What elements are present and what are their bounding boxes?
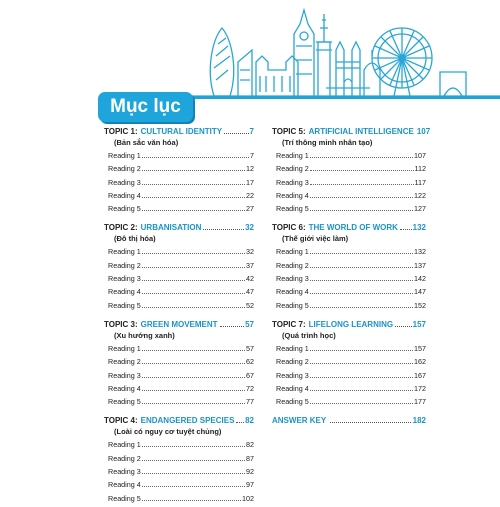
dot-leader [142, 280, 245, 281]
reading-entry[interactable] [104, 191, 254, 204]
reading-label: Reading 1 [276, 343, 309, 353]
topic-heading[interactable] [104, 223, 254, 233]
toc-topic [104, 127, 254, 217]
reading-entry[interactable] [272, 357, 426, 370]
dot-leader [142, 307, 245, 308]
reading-page: 162 [414, 357, 426, 367]
topic-number: TOPIC 6: [272, 223, 306, 233]
reading-entry[interactable] [272, 397, 426, 410]
reading-page: 47 [246, 287, 254, 297]
dot-leader [310, 293, 413, 294]
reading-label: Reading 4 [108, 287, 141, 297]
topic-heading[interactable] [272, 320, 426, 330]
dot-leader [310, 170, 414, 171]
dot-leader [395, 326, 412, 327]
reading-page: 62 [246, 357, 254, 367]
topic-heading[interactable] [104, 127, 254, 137]
dot-leader [310, 267, 413, 268]
reading-page: 147 [414, 287, 426, 297]
reading-label: Reading 5 [108, 493, 141, 503]
reading-label: Reading 1 [108, 343, 141, 353]
dot-leader [310, 403, 413, 404]
reading-label: Reading 5 [108, 397, 141, 407]
dot-leader [236, 422, 244, 423]
dot-leader [142, 350, 245, 351]
reading-label: Reading 3 [276, 274, 309, 284]
reading-label: Reading 4 [276, 190, 309, 200]
dot-leader [310, 377, 413, 378]
topic-name: GREEN MOVEMENT [140, 319, 218, 329]
reading-page: 82 [246, 440, 254, 450]
dot-leader [400, 229, 412, 230]
dot-leader [310, 390, 413, 391]
reading-entry[interactable] [104, 301, 254, 314]
topic-name: CULTURAL IDENTITY [140, 127, 223, 136]
reading-page: 37 [246, 260, 254, 270]
reading-entry[interactable] [104, 247, 254, 260]
dot-leader [310, 253, 413, 254]
dot-leader [142, 253, 245, 254]
dot-leader [142, 184, 245, 185]
topic-subtitle: (Thế giới việc làm) [282, 234, 349, 244]
dot-leader [142, 210, 245, 211]
dot-leader [142, 197, 245, 198]
toc-topic [272, 127, 431, 217]
reading-entry[interactable] [104, 274, 254, 287]
reading-page: 122 [414, 190, 426, 200]
reading-page: 57 [246, 343, 254, 353]
reading-entry[interactable] [272, 301, 426, 314]
dot-leader [142, 170, 245, 171]
reading-page: 27 [246, 204, 254, 214]
topic-number: TOPIC 7: [272, 319, 306, 329]
topic-number: TOPIC 4: [104, 416, 138, 426]
reading-label: Reading 4 [276, 287, 309, 297]
dot-leader [203, 229, 244, 230]
dot-leader [310, 197, 413, 198]
answer-key-page: 182 [412, 416, 426, 426]
topic-heading[interactable] [104, 320, 254, 330]
reading-entry[interactable] [104, 344, 254, 357]
reading-page: 177 [414, 397, 426, 407]
topic-page: 157 [412, 319, 426, 329]
topic-page: 82 [245, 416, 254, 426]
reading-entry[interactable] [272, 344, 426, 357]
dot-leader [224, 133, 248, 134]
title-banner [98, 92, 500, 122]
reading-label: Reading 2 [108, 260, 141, 270]
reading-entry[interactable] [272, 384, 426, 397]
reading-page: 97 [246, 480, 254, 490]
reading-label: Reading 5 [276, 204, 309, 214]
dot-leader [142, 293, 245, 294]
topic-subtitle: (Trí thông minh nhân tạo) [282, 138, 373, 147]
reading-page: 167 [414, 370, 426, 380]
reading-page: 17 [246, 177, 254, 187]
reading-page: 52 [246, 300, 254, 310]
topic-page: 32 [245, 223, 254, 233]
reading-page: 12 [246, 164, 254, 174]
topic-subtitle: (Xu hướng xanh) [114, 330, 175, 340]
reading-label: Reading 5 [276, 300, 309, 310]
reading-label: Reading 1 [276, 151, 309, 160]
dot-leader [142, 486, 245, 487]
reading-page: 152 [414, 300, 426, 310]
toc-topic [104, 320, 254, 410]
topic-page: 132 [412, 223, 426, 233]
topic-number: TOPIC 3: [104, 319, 138, 329]
topic-name: ENDANGERED SPECIES [140, 416, 235, 426]
topic-number: TOPIC 1: [104, 127, 138, 136]
dot-leader [142, 157, 249, 158]
reading-entry[interactable] [272, 191, 426, 204]
reading-page: 67 [246, 370, 254, 380]
reading-entry[interactable] [104, 178, 254, 191]
reading-label: Reading 4 [108, 480, 141, 490]
topic-page: 57 [245, 319, 254, 329]
reading-entry[interactable] [104, 467, 254, 480]
reading-label: Reading 2 [276, 164, 309, 174]
reading-entry[interactable] [104, 204, 254, 217]
topic-name: LIFELONG LEARNING [308, 319, 394, 329]
reading-label: Reading 2 [108, 453, 141, 463]
topic-heading[interactable] [104, 416, 254, 426]
reading-entry[interactable] [272, 178, 426, 191]
reading-entry[interactable] [272, 287, 426, 300]
reading-entry[interactable] [104, 357, 254, 370]
topic-subtitle: (Quá trình học) [282, 330, 336, 340]
dot-leader [142, 403, 245, 404]
dot-leader [310, 210, 413, 211]
reading-entry[interactable] [272, 204, 426, 217]
reading-entry[interactable] [104, 480, 254, 493]
dot-leader [310, 184, 414, 185]
reading-entry[interactable] [104, 151, 254, 164]
dot-leader [310, 280, 413, 281]
dot-leader [310, 157, 413, 158]
toc-column-right [272, 127, 431, 426]
reading-page: 172 [414, 383, 426, 393]
reading-entry[interactable] [104, 164, 254, 177]
reading-entry[interactable] [272, 274, 426, 287]
reading-entry[interactable] [104, 494, 254, 507]
topic-subtitle: (Bản sắc văn hóa) [114, 138, 179, 147]
reading-page: 132 [414, 247, 426, 257]
reading-label: Reading 3 [108, 467, 141, 477]
topic-name: THE WORLD OF WORK [308, 223, 398, 233]
reading-label: Reading 2 [276, 357, 309, 367]
reading-page: 92 [246, 467, 254, 477]
toc-topic [104, 416, 254, 506]
reading-page: 137 [414, 260, 426, 270]
dot-leader [142, 460, 245, 461]
reading-page: 7 [250, 151, 254, 160]
dot-leader [142, 267, 245, 268]
reading-page: 87 [246, 453, 254, 463]
topic-subtitle: (Đô thị hóa) [114, 234, 156, 244]
reading-page: 32 [246, 247, 254, 257]
reading-label: Reading 4 [108, 383, 141, 393]
topic-number: TOPIC 5: [272, 127, 306, 136]
dot-leader [310, 363, 413, 364]
reading-label: Reading 3 [108, 370, 141, 380]
dot-leader [142, 377, 245, 378]
dot-leader [220, 326, 245, 327]
reading-page: 117 [414, 177, 426, 187]
reading-entry[interactable] [104, 384, 254, 397]
topic-subtitle: (Loài có nguy cơ tuyệt chủng) [114, 427, 222, 437]
reading-entry[interactable] [104, 397, 254, 410]
toc-topic [272, 320, 426, 410]
reading-label: Reading 5 [276, 397, 309, 407]
reading-page: 142 [414, 274, 426, 284]
reading-label: Reading 1 [108, 440, 141, 450]
reading-entry[interactable] [272, 261, 426, 274]
reading-page: 112 [414, 164, 426, 174]
reading-label: Reading 3 [108, 274, 141, 284]
dot-leader [142, 473, 245, 474]
reading-page: 157 [414, 343, 426, 353]
reading-page: 127 [414, 204, 426, 214]
reading-entry[interactable] [104, 261, 254, 274]
reading-label: Reading 1 [108, 247, 141, 257]
reading-label: Reading 2 [108, 164, 141, 174]
topic-page: 7 [249, 127, 254, 136]
answer-key-label: ANSWER KEY [272, 416, 327, 426]
topic-number: TOPIC 2: [104, 223, 138, 233]
reading-entry[interactable] [104, 440, 254, 453]
reading-page: 22 [246, 190, 254, 200]
reading-label: Reading 3 [276, 177, 309, 187]
reading-entry[interactable] [272, 164, 426, 177]
reading-entry[interactable] [104, 454, 254, 467]
reading-label: Reading 2 [108, 357, 141, 367]
reading-page: 102 [242, 493, 254, 503]
reading-page: 77 [246, 397, 254, 407]
reading-label: Reading 5 [108, 300, 141, 310]
reading-label: Reading 2 [276, 260, 309, 270]
reading-page: 42 [246, 274, 254, 284]
reading-label: Reading 4 [276, 383, 309, 393]
topic-name: ARTIFICIAL INTELLIGENCE [308, 127, 414, 136]
reading-page: 107 [414, 151, 426, 160]
reading-entry[interactable] [104, 287, 254, 300]
reading-entry[interactable] [272, 371, 426, 384]
london-skyline-illustration [0, 0, 500, 100]
reading-label: Reading 1 [108, 151, 141, 160]
reading-label: Reading 4 [108, 190, 141, 200]
reading-label: Reading 3 [276, 370, 309, 380]
reading-entry[interactable] [272, 247, 426, 260]
dot-leader [142, 446, 245, 447]
reading-label: Reading 3 [108, 177, 141, 187]
topic-heading[interactable] [272, 223, 426, 233]
dot-leader [142, 390, 245, 391]
topic-name: URBANISATION [140, 223, 202, 233]
reading-page: 72 [246, 383, 254, 393]
dot-leader [330, 416, 410, 423]
toc-topic [272, 223, 426, 313]
topic-heading[interactable] [272, 127, 431, 137]
dot-leader [310, 307, 413, 308]
reading-entry[interactable] [272, 151, 426, 164]
dot-leader [310, 350, 413, 351]
dot-leader [142, 363, 245, 364]
toc-topic [104, 223, 254, 313]
reading-label: Reading 5 [108, 204, 141, 214]
toc-column-left [104, 127, 254, 507]
reading-entry[interactable] [104, 371, 254, 384]
reading-label: Reading 1 [276, 247, 309, 257]
answer-key-entry[interactable] [272, 416, 426, 425]
topic-page: 107 [416, 127, 431, 136]
page-title: Mục lục [98, 92, 193, 122]
